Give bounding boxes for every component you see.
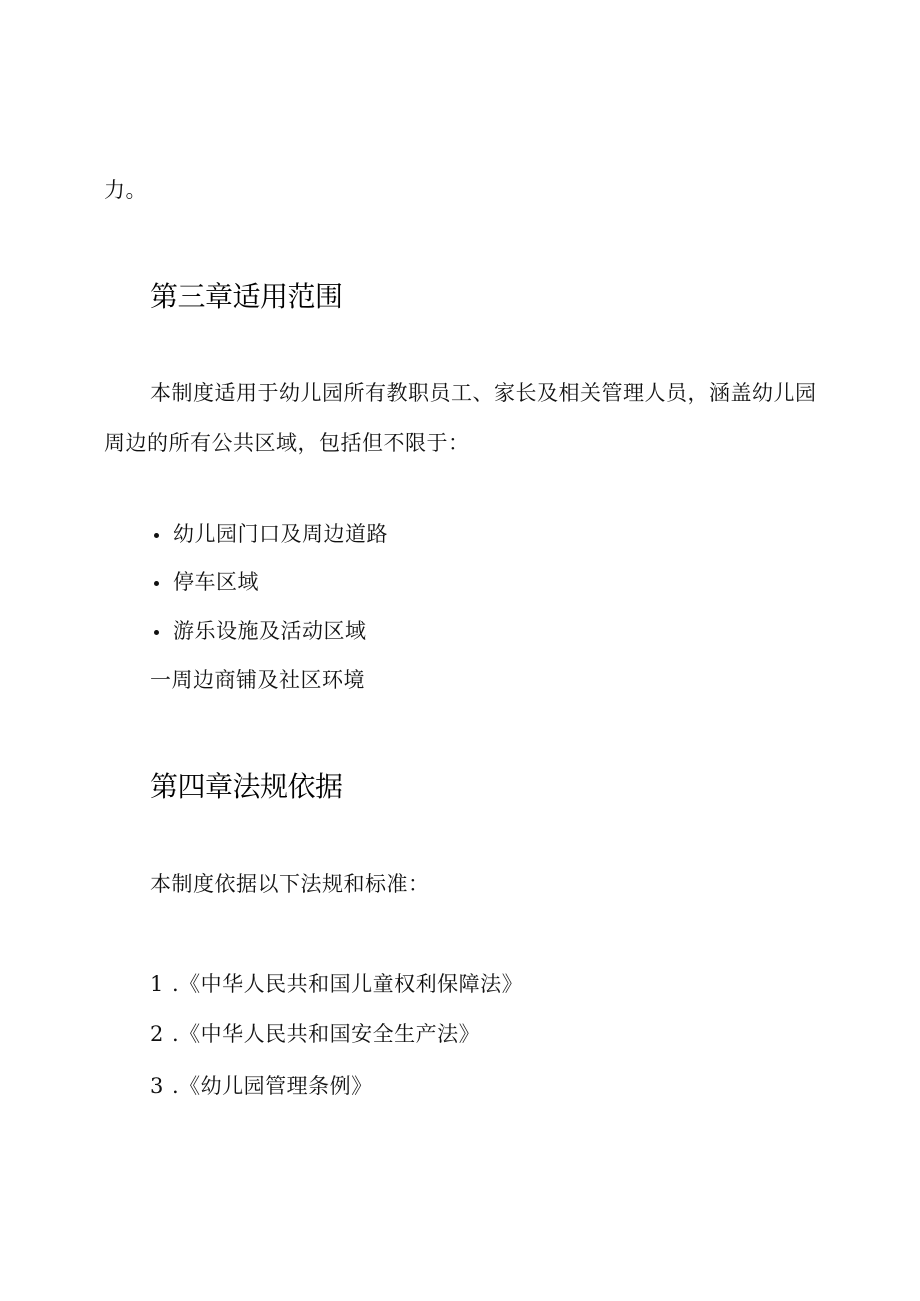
- carryover-text: 力。: [104, 178, 147, 202]
- law-number: 2: [150, 1022, 164, 1046]
- law-title: .《中华人民共和国安全生产法》: [172, 1022, 481, 1046]
- chapter3-heading: 第三章适用范围: [150, 280, 343, 313]
- law-number: 3: [150, 1074, 164, 1098]
- list-item: 停车区域: [173, 570, 259, 594]
- list-item: 游乐设施及活动区域: [173, 619, 367, 643]
- bullet-icon: [154, 533, 159, 538]
- chapter4-heading: 第四章法规依据: [150, 770, 343, 803]
- law-number: 1: [150, 972, 164, 996]
- dash-list-item: 一周边商铺及社区环境: [150, 668, 365, 692]
- chapter3-paragraph-line1: 本制度适用于幼儿园所有教职员工、家长及相关管理人员，涵盖幼儿园: [150, 381, 817, 405]
- list-item: 幼儿园门口及周边道路: [173, 522, 388, 546]
- law-title: .《幼儿园管理条例》: [172, 1074, 373, 1098]
- bullet-icon: [154, 581, 159, 586]
- law-title: .《中华人民共和国儿童权利保障法》: [172, 972, 524, 996]
- chapter3-paragraph-line2: 周边的所有公共区域，包括但不限于：: [104, 431, 470, 455]
- chapter4-intro: 本制度依据以下法规和标准：: [150, 872, 430, 896]
- bullet-icon: [154, 630, 159, 635]
